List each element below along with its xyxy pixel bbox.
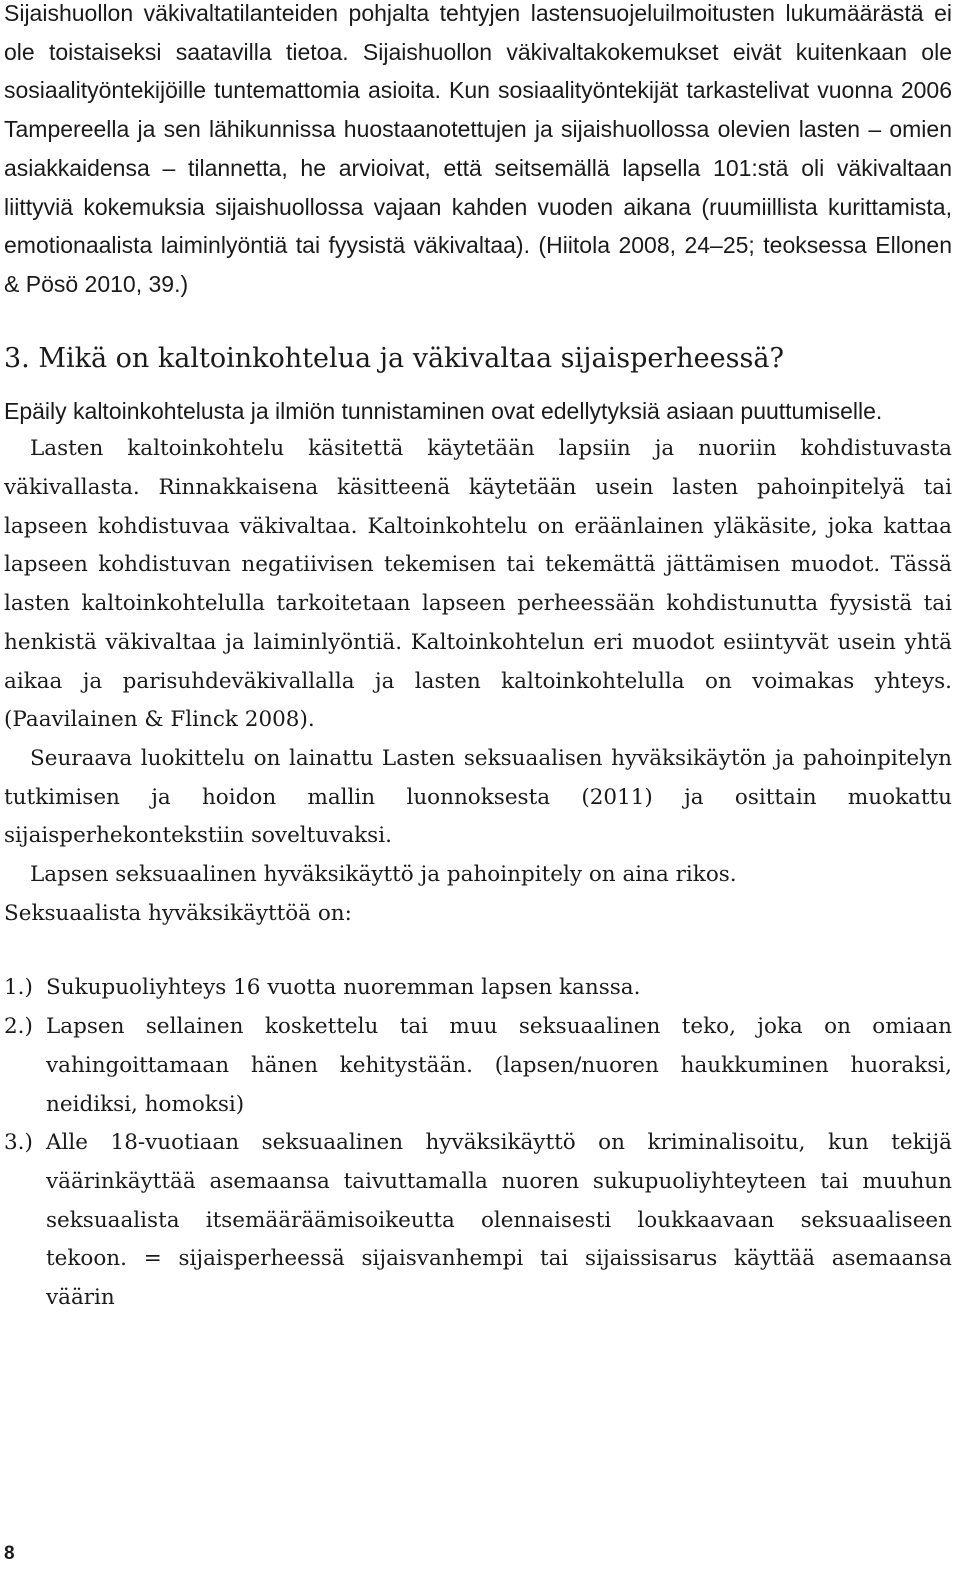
paragraph-list-intro: Seksuaalista hyväksikäyttöä on: xyxy=(4,900,352,926)
page-number: 8 xyxy=(4,1543,15,1564)
list-item-text: Lapsen sellainen koskettelu tai muu seksuaalinen teko, joka on omiaan vahingoittamaan hänen kehitystään. (lapsen/nuoren haukkuminen huoraksi, neidiksi, homoksi) xyxy=(46,1014,952,1117)
section-heading: 3. Mikä on kaltoinkohtelua ja väkivaltaa sijaisperheessä? xyxy=(4,342,784,374)
paragraph-lead: Epäily kaltoinkohtelusta ja ilmiön tunnistaminen ovat edellytyksiä asiaan puuttumiselle. xyxy=(4,397,883,424)
list-item xyxy=(4,1008,952,1124)
paragraph-crime: Lapsen seksuaalinen hyväksikäyttö ja pahoinpitely on aina rikos. xyxy=(30,862,737,888)
list-item-text: Alle 18-vuotiaan seksuaalinen hyväksikäyttö on kriminalisoitu, kun tekijä väärinkäyttää asemaansa taivuttamalla nuoren sukupuoliyhteyteen tai muuhun seksuaalista itsemääräämisoikeutta olennaisesti loukkaavaan seksuaaliseen tekoon. = sijaisperheessä sijaisvanhempi tai sijaissisarus käyttää asemaansa väärin xyxy=(46,1130,952,1311)
list-item-number: 1.) xyxy=(4,975,33,1001)
paragraph-classification: Seuraava luokittelu on lainattu Lasten seksuaalisen hyväksikäytön ja pahoinpitelyn tutkimisen ja hoidon mallin luonnoksesta (2011) ja osittain muokattu sijaisperhekontekstiin soveltuvaksi. xyxy=(4,745,952,849)
list-item xyxy=(4,969,952,1008)
document-page xyxy=(4,0,952,1318)
spacer xyxy=(4,933,952,969)
list-item xyxy=(4,1124,952,1318)
abuse-definition-list xyxy=(4,969,952,1317)
list-item-number: 2.) xyxy=(4,1014,33,1040)
list-item-text: Sukupuoliyhteys 16 vuotta nuoremman lapsen kanssa. xyxy=(46,975,641,1001)
paragraph-definition: Lasten kaltoinkohtelu käsitettä käytetään lapsiin ja nuoriin kohdistuvasta väkivallasta. Rinnakkaisena käsitteenä käytetään usein lasten pahoinpitelyä tai lapseen kohdistuvaa väkivaltaa. Kaltoinkohtelu on eräänlainen yläkäsite, joka kattaa lapseen kohdistuvan negatiivisen tekemisen tai tekemättä jättämisen muodot. Tässä lasten kaltoinkohtelulla tarkoitetaan lapseen perheessään kohdistunutta fyysistä tai henkistä väkivaltaa ja laiminlyöntiä. Kaltoinkohtelun eri muodot esiintyvät usein yhtä aikaa ja parisuhdeväkivallalla ja lasten kaltoinkohtelulla on voimakas yhteys. (Paavilainen & Flinck 2008). xyxy=(4,436,952,733)
list-item-number: 3.) xyxy=(4,1130,33,1156)
intro-paragraph: Sijaishuollon väkivaltatilanteiden pohjalta tehtyjen lastensuojeluilmoitusten lukumäärästä ei ole toistaiseksi saatavilla tietoa. Sijaishuollon väkivaltakokemukset eivät kuitenkaan ole sosiaalityöntekijöille tuntemattomia asioita. Kun sosiaalityöntekijät tarkastelivat vuonna 2006 Tampereella ja sen lähikunnissa huostaanotettujen ja sijaishuollossa olevien lasten – omien asiakkaidensa – tilannetta, he arvioivat, että seitsemällä lapsella 101:stä oli väkivaltaan liittyviä kokemuksia sijaishuollossa vajaan kahden vuoden aikana (ruumiillista kurittamista, emotionaalista laiminlyöntiä tai fyysistä väkivaltaa). (Hiitola 2008, 24–25; teoksessa Ellonen & Pösö 2010, 39.) xyxy=(4,0,952,297)
